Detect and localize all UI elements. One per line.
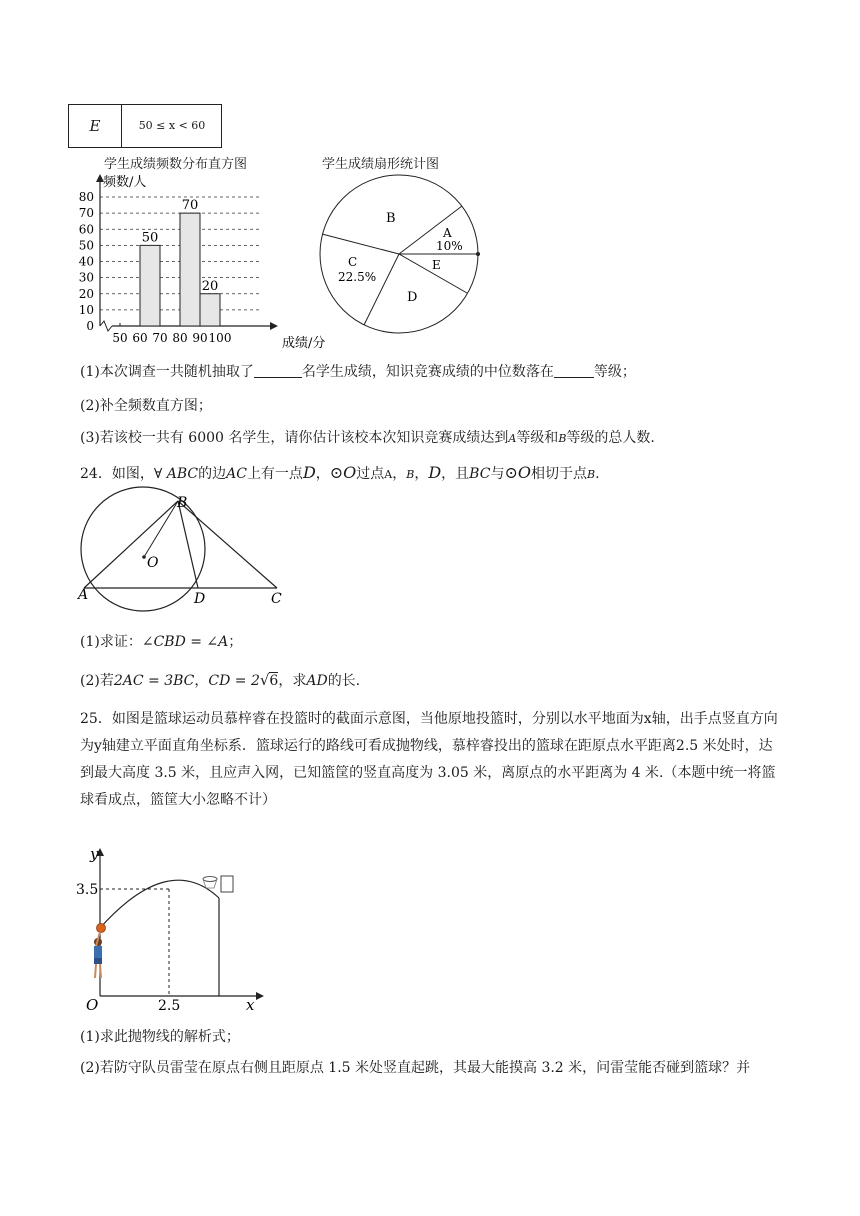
q25-stem: 25．如图是篮球运动员慕梓睿在投篮时的截面示意图，当他原地投篮时，分别以水平地面为x轴，出手点竖直方向为y轴建立平面直角坐标系．篮球运行的路线可看成抛物线，慕梓睿投出的篮球在距原点水平距离2.5 米处时，达到最大高度 3.5 米，且应声入网，已知篮筐的竖直高度为 3.05 米，离原点的水平距离为 4 米.（本题中统一将篮球看成点，篮筐大小忽略不计） xyxy=(80,711,778,808)
histogram-chart xyxy=(60,170,326,351)
tick-label-3-5: 3.5 xyxy=(76,882,99,898)
q23-part2: (2)补全频数直方图； xyxy=(80,398,212,414)
y-tick-label: 20 xyxy=(78,286,94,301)
q24-stem: 24．如图，∀ ABC的边AC上有一点D，⊙O过点A，B，D，且BC与⊙O相切于点B. xyxy=(80,463,600,482)
y-tick-label: 0 xyxy=(86,319,94,333)
histogram-bar xyxy=(200,294,220,326)
point-label-O: O xyxy=(147,555,159,571)
q25-part1: (1)求此抛物线的解析式； xyxy=(80,1029,240,1045)
origin-label: O xyxy=(86,996,99,1014)
table-cell-range: 50 ≤ x < 60 xyxy=(138,119,206,132)
histogram-title: 学生成绩频数分布直方图 xyxy=(104,157,248,172)
table-cell-grade: E xyxy=(69,105,122,147)
pie-label-C-pct: 22.5% xyxy=(338,270,377,284)
pie-title: 学生成绩扇形统计图 xyxy=(322,157,440,172)
pie-label-C: C xyxy=(348,255,358,269)
x-tick-label: 80 xyxy=(172,331,188,345)
x-tick-label: 100 xyxy=(208,331,232,345)
point-label-B: B xyxy=(177,495,188,511)
q24-part1: (1)求证：∠CBD = ∠A； xyxy=(80,634,243,650)
y-tick-label: 70 xyxy=(78,206,94,221)
grade-table-row xyxy=(68,104,222,148)
answer-blank-count xyxy=(254,363,302,378)
axis-label-x: x xyxy=(246,996,255,1014)
q25-basketball-figure xyxy=(74,842,274,1012)
point-label-C: C xyxy=(271,591,282,607)
y-tick-label: 40 xyxy=(78,254,94,269)
x-tick-label: 60 xyxy=(132,331,148,345)
y-tick-label: 30 xyxy=(78,270,94,285)
histogram-bar xyxy=(180,213,200,326)
x-tick-label: 50 xyxy=(112,331,128,345)
x-tick-label: 90 xyxy=(192,331,208,345)
pie-label-A: A xyxy=(443,226,452,240)
bar-data-label: 50 xyxy=(141,230,159,246)
bar-data-label: 20 xyxy=(201,278,219,294)
axis-break xyxy=(100,321,112,331)
histogram-bar xyxy=(140,245,160,326)
pie-label-A-pct: 10% xyxy=(436,239,463,253)
y-tick-label: 80 xyxy=(78,190,94,204)
pie-label-D: D xyxy=(407,290,418,305)
q23-part1: (1)本次调查一共随机抽取了 名学生成绩，知识竞赛成绩的中位数落在 等级； xyxy=(80,364,636,380)
q23-part3: (3)若该校一共有 6000 名学生，请你估计该校本次知识竞赛成绩达到A等级和B等级的总人数. xyxy=(80,430,655,446)
histogram-ylabel: 频数/人 xyxy=(103,175,147,190)
pie-label-E: E xyxy=(432,258,441,272)
y-tick-label: 10 xyxy=(78,302,94,317)
q24-part2: (2)若2AC = 3BC，CD = 2√6，求AD的长. xyxy=(80,671,361,689)
pie-chart xyxy=(310,165,490,345)
x-tick-label: 70 xyxy=(152,331,168,345)
answer-blank-grade xyxy=(554,363,594,378)
point-label-D: D xyxy=(194,591,206,607)
histogram-xlabel: 成绩/分 xyxy=(282,336,326,351)
x-axis-arrow xyxy=(270,322,278,330)
y-tick-label: 50 xyxy=(78,238,94,253)
q25-part2: (2)若防守队员雷莹在原点右侧且距原点 1.5 米处竖直起跳，其最大能摸高 3.2 米，问雷莹能否碰到篮球？并 xyxy=(80,1060,751,1076)
q24-geometry-figure xyxy=(74,492,294,610)
y-tick-label: 60 xyxy=(78,222,94,237)
bar-data-label: 70 xyxy=(181,198,199,214)
axis-label-y: y xyxy=(90,845,99,863)
pie-label-B: B xyxy=(386,211,396,226)
tick-label-2-5: 2.5 xyxy=(158,998,181,1014)
point-label-A: A xyxy=(78,587,89,603)
